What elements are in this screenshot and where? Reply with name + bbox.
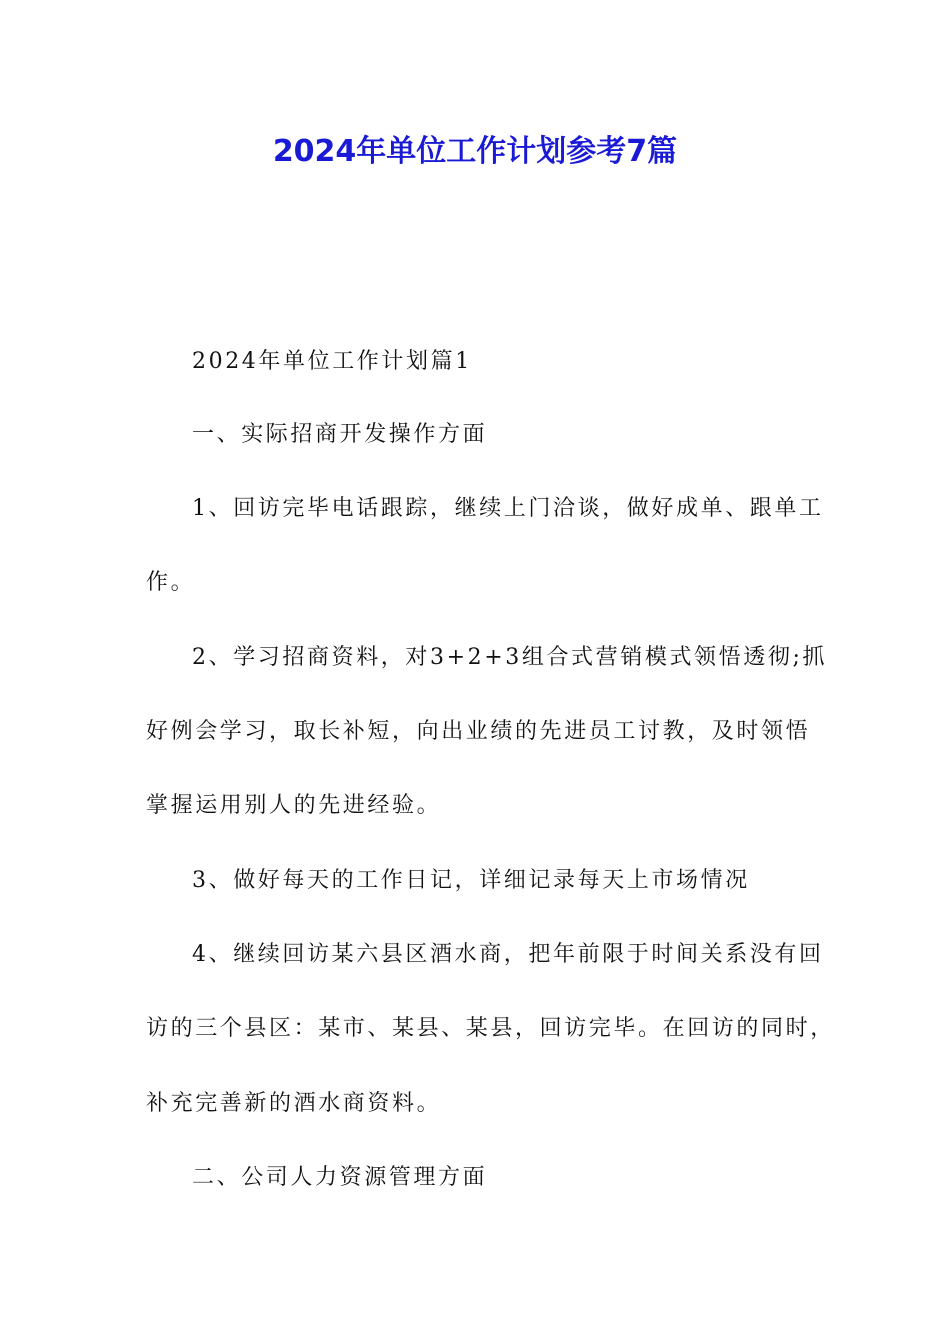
paragraph-line: 作。 xyxy=(146,570,196,595)
paragraph-line: 2、学习招商资料，对3+2+3组合式营销模式领悟透彻;抓 xyxy=(192,645,828,670)
paragraph-line: 补充完善新的酒水商资料。 xyxy=(146,1091,442,1116)
paragraph-line: 1、回访完毕电话跟踪，继续上门洽谈，做好成单、跟单工 xyxy=(192,496,824,521)
document-title: 2024年单位工作计划参考7篇 xyxy=(272,134,678,169)
section-heading: 2024年单位工作计划篇1 xyxy=(192,349,472,374)
subsection-heading: 二、公司人力资源管理方面 xyxy=(192,1165,488,1190)
paragraph-line: 掌握运用别人的先进经验。 xyxy=(146,793,442,818)
paragraph-line: 好例会学习，取长补短，向出业绩的先进员工讨教，及时领悟 xyxy=(146,719,811,744)
paragraph-line: 3、做好每天的工作日记，详细记录每天上市场情况 xyxy=(192,868,750,893)
paragraph-line: 4、继续回访某六县区酒水商，把年前限于时间关系没有回 xyxy=(192,942,824,967)
paragraph-line: 访的三个县区：某市、某县、某县，回访完毕。在回访的同时， xyxy=(146,1016,835,1041)
subsection-heading: 一、实际招商开发操作方面 xyxy=(192,422,488,447)
